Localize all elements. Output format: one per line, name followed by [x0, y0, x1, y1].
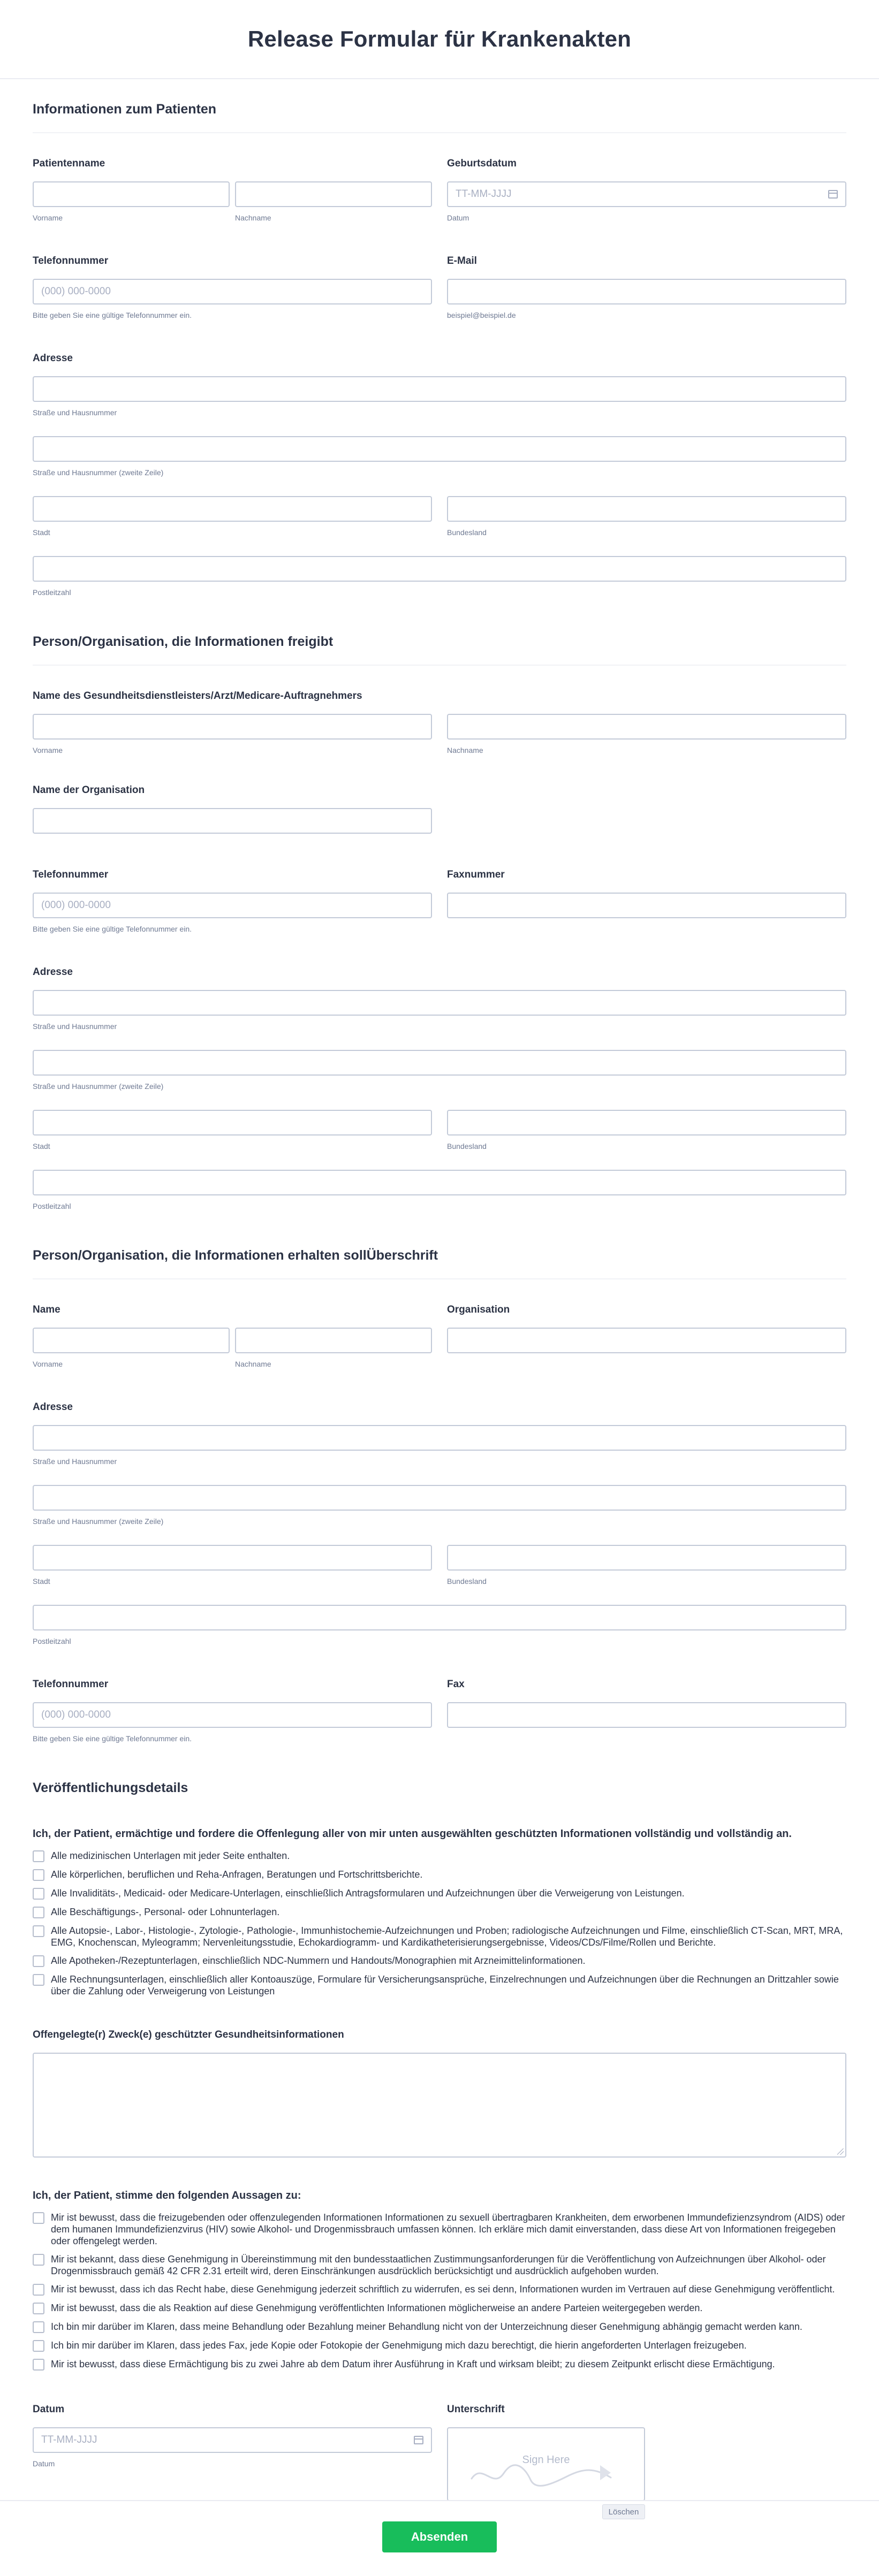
releaser-phone-field [33, 869, 432, 933]
releaser-zip-input[interactable] [33, 1170, 846, 1195]
patient-last-name-sublabel: Nachname [235, 214, 271, 222]
checkbox[interactable] [33, 2359, 44, 2371]
releaser-fax-label: Faxnummer [447, 869, 505, 880]
releaser-street-sublabel: Straße und Hausnummer [33, 1022, 117, 1031]
recipient-zip-sublabel: Postleitzahl [33, 1637, 71, 1645]
recipient-org-label: Organisation [447, 1304, 510, 1315]
recipient-address-label: Adresse [33, 1401, 73, 1413]
form-footer [0, 2500, 879, 2576]
releaser-last-name-sublabel: Nachname [447, 746, 483, 754]
releaser-first-name-sublabel: Vorname [33, 746, 63, 754]
release-option-label: Alle Invaliditäts-, Medicaid- oder Medicare-Unterlagen, einschließlich Antragsformularen und Aufzeichnungen über die Verweigerung von Leistungen. [51, 1888, 685, 1899]
statement-option[interactable] [33, 2283, 846, 2296]
recipient-first-name-input[interactable] [33, 1328, 230, 1353]
checkbox[interactable] [33, 2340, 44, 2352]
statement-label: Mir ist bewusst, dass die freizugebenden oder offenzulegenden Informationen Informationen zu sexuell übertragbaren Krankheiten, dem erworbenen Immundefizienzsyndrom (AIDS) oder dem humanen Immundefizienzvirus (HIV) sowie Alkohol- und Drogenmissbrauch umfassen können. Ich erkläre mich damit einverstanden, dass diese Art von Informationen freigegeben oder offengelegt werden. [51, 2212, 845, 2246]
statements-intro: Ich, der Patient, stimme den folgenden Aussagen zu: [33, 2190, 301, 2201]
recipient-city-input[interactable] [33, 1545, 432, 1571]
releaser-org-input[interactable] [33, 808, 432, 834]
release-option-label: Alle körperlichen, beruflichen und Reha-Anfragen, Beratungen und Fortschrittsberichte. [51, 1869, 423, 1880]
patient-first-name-sublabel: Vorname [33, 214, 63, 222]
purpose-field [33, 2029, 846, 2158]
submit-button[interactable]: Absenden [382, 2521, 497, 2552]
patient-email-input[interactable] [447, 279, 846, 304]
release-option-label: Alle Apotheken-/Rezeptunterlagen, einschließlich NDC-Nummern und Handouts/Monographien mit Arzneimittelinformationen. [51, 1955, 586, 1966]
releaser-phone-label: Telefonnummer [33, 869, 109, 880]
release-option[interactable] [33, 1869, 846, 1881]
releaser-zip-sublabel: Postleitzahl [33, 1202, 71, 1210]
releaser-provider-field [33, 690, 846, 754]
patient-dob-sublabel: Datum [447, 214, 469, 222]
date-placeholder: TT-MM-JJJJ [41, 2434, 97, 2445]
statement-label: Ich bin mir darüber im Klaren, dass meine Behandlung oder Bezahlung meiner Behandlung nicht von der Unterzeichnung dieser Genehmigung abhängig gemacht werden kann. [51, 2321, 802, 2332]
patient-city-input[interactable] [33, 496, 432, 522]
recipient-state-sublabel: Bundesland [447, 1577, 487, 1586]
release-option[interactable] [33, 1906, 846, 1918]
patient-last-name-input[interactable] [235, 181, 432, 207]
recipient-phone-placeholder: (000) 000-0000 [41, 1709, 111, 1720]
signature-pad[interactable] [447, 2427, 645, 2501]
release-option-label: Alle medizinischen Unterlagen mit jeder Seite enthalten. [51, 1850, 290, 1861]
form-title: Release Formular für Krankenakten [247, 26, 632, 51]
checkbox[interactable] [33, 1925, 44, 1937]
release-intro: Ich, der Patient, ermächtige und fordere die Offenlegung aller von mir unten ausgewählten geschützten Informationen vollständig und vollständig an. [33, 1828, 792, 1840]
patient-dob-field [447, 158, 846, 222]
recipient-fax-label: Fax [447, 1679, 465, 1690]
patient-address-label: Adresse [33, 353, 73, 364]
section-release-title: Veröffentlichungsdetails [33, 1780, 188, 1795]
patient-phone-label: Telefonnummer [33, 255, 109, 266]
recipient-street2-input[interactable] [33, 1485, 846, 1511]
date-sublabel: Datum [33, 2459, 55, 2468]
patient-phone-sublabel: Bitte geben Sie eine gültige Telefonnummer ein. [33, 311, 192, 319]
recipient-address-field [33, 1401, 846, 1645]
releaser-phone-sublabel: Bitte geben Sie eine gültige Telefonnummer ein. [33, 925, 192, 933]
clear-signature-button[interactable]: Löschen [602, 2504, 645, 2519]
recipient-first-name-sublabel: Vorname [33, 1360, 63, 1368]
statement-option[interactable] [33, 2358, 846, 2371]
recipient-street-input[interactable] [33, 1425, 846, 1451]
patient-email-field [447, 255, 846, 319]
statement-option[interactable] [33, 2339, 846, 2352]
releaser-street2-input[interactable] [33, 1050, 846, 1076]
checkbox[interactable] [33, 1955, 44, 1967]
releaser-phone-placeholder: (000) 000-0000 [41, 900, 111, 911]
checkbox[interactable] [33, 1850, 44, 1862]
release-form [33, 102, 846, 2521]
release-option[interactable] [33, 1925, 846, 1948]
recipient-phone-field [33, 1679, 432, 1743]
statement-label: Mir ist bewusst, dass die als Reaktion auf diese Genehmigung veröffentlichten Informationen möglicherweise an andere Parteien weitergegeben werden. [51, 2303, 703, 2313]
releaser-city-sublabel: Stadt [33, 1142, 50, 1150]
patient-street-input[interactable] [33, 376, 846, 402]
release-option[interactable] [33, 1850, 846, 1862]
statement-option[interactable] [33, 2321, 846, 2333]
recipient-name-label: Name [33, 1304, 60, 1315]
releaser-city-input[interactable] [33, 1110, 432, 1135]
release-option-label: Alle Autopsie-, Labor-, Histologie-, Zytologie-, Pathologie-, Immunhistochemie-Aufzeichnungen und Proben; radiologische Aufzeichnungen und Filme, einschließlich CT-Scan, MRT, MRA, EMG, Knochenscan, Myleogramm; Nervenleitungsstudie, Echokardiogramm- und Kardikatheterisierungsergebnisse, Videos/CDs/Filme/Rollen und Berichte. [51, 1925, 843, 1948]
release-option-label: Alle Beschäftigungs-, Personal- oder Lohnunterlagen. [51, 1907, 280, 1917]
recipient-phone-sublabel: Bitte geben Sie eine gültige Telefonnummer ein. [33, 1734, 192, 1743]
patient-zip-sublabel: Postleitzahl [33, 588, 71, 597]
patient-state-input[interactable] [447, 496, 846, 522]
recipient-street2-sublabel: Straße und Hausnummer (zweite Zeile) [33, 1517, 164, 1526]
releaser-org-field [33, 784, 432, 834]
patient-name-label: Patientenname [33, 158, 105, 169]
checkbox[interactable] [33, 2212, 44, 2224]
patient-state-sublabel: Bundesland [447, 528, 487, 537]
recipient-fax-field [447, 1679, 846, 1743]
statement-label: Ich bin mir darüber im Klaren, dass jedes Fax, jede Kopie oder Fotokopie der Genehmigung mich dazu berechtigt, die hierin angeforderten Unterlagen freizugeben. [51, 2340, 747, 2351]
release-option[interactable] [33, 1973, 846, 1997]
patient-email-sublabel: beispiel@beispiel.de [447, 311, 516, 319]
statements-list [33, 2212, 846, 2371]
releaser-org-label: Name der Organisation [33, 784, 145, 796]
statement-option[interactable] [33, 2212, 846, 2247]
checkbox[interactable] [33, 2303, 44, 2314]
recipient-last-name-sublabel: Nachname [235, 1360, 271, 1368]
recipient-phone-input[interactable] [33, 1702, 432, 1728]
form-header [0, 0, 879, 79]
releaser-first-name-input[interactable] [33, 714, 432, 740]
recipient-city-sublabel: Stadt [33, 1577, 50, 1586]
releaser-street2-sublabel: Straße und Hausnummer (zweite Zeile) [33, 1082, 164, 1091]
statement-option[interactable] [33, 2253, 846, 2277]
release-option[interactable] [33, 1887, 846, 1900]
patient-name-field [33, 158, 432, 222]
checkbox[interactable] [33, 1974, 44, 1986]
checkbox[interactable] [33, 2254, 44, 2266]
section-recipient-title: Person/Organisation, die Informationen erhalten sollÜberschrift [33, 1248, 846, 1279]
recipient-state-input[interactable] [447, 1545, 846, 1571]
releaser-state-input[interactable] [447, 1110, 846, 1135]
patient-phone-input[interactable] [33, 279, 432, 304]
patient-zip-input[interactable] [33, 556, 846, 582]
date-label: Datum [33, 2404, 65, 2415]
releaser-fax-input[interactable] [447, 893, 846, 918]
recipient-street-sublabel: Straße und Hausnummer [33, 1457, 117, 1466]
patient-dob-placeholder: TT-MM-JJJJ [456, 188, 512, 200]
patient-email-label: E-Mail [447, 255, 477, 266]
patient-street2-sublabel: Straße und Hausnummer (zweite Zeile) [33, 468, 164, 477]
patient-street2-input[interactable] [33, 436, 846, 462]
releaser-phone-input[interactable] [33, 893, 432, 918]
calendar-icon[interactable] [828, 190, 838, 199]
checkbox[interactable] [33, 2321, 44, 2333]
releaser-last-name-input[interactable] [447, 714, 846, 740]
signature-label: Unterschrift [447, 2404, 505, 2415]
signature-placeholder: Sign Here [522, 2453, 570, 2466]
purpose-textarea[interactable] [33, 2053, 846, 2158]
recipient-org-input[interactable] [447, 1328, 846, 1353]
statement-option[interactable] [33, 2302, 846, 2314]
recipient-org-field [447, 1304, 846, 1368]
patient-street-sublabel: Straße und Hausnummer [33, 408, 117, 417]
releaser-provider-label: Name des Gesundheitsdienstleisters/Arzt/Medicare-Auftragnehmers [33, 690, 362, 702]
purpose-label: Offengelegte(r) Zweck(e) geschützter Gesundheitsinformationen [33, 2029, 344, 2040]
patient-city-sublabel: Stadt [33, 528, 50, 537]
releaser-address-label: Adresse [33, 966, 73, 978]
statement-label: Mir ist bewusst, dass ich das Recht habe, diese Genehmigung jederzeit schriftlich zu widerrufen, es sei denn, Informationen wurden im Vertrauen auf diese Genehmigung veröffentlicht. [51, 2284, 835, 2295]
recipient-name-field [33, 1304, 432, 1368]
releaser-address-field [33, 966, 846, 1210]
recipient-fax-input[interactable] [447, 1702, 846, 1728]
date-input[interactable] [33, 2427, 432, 2453]
patient-phone-placeholder: (000) 000-0000 [41, 286, 111, 297]
release-option[interactable] [33, 1955, 846, 1967]
section-patient-title: Informationen zum Patienten [33, 102, 846, 133]
releaser-state-sublabel: Bundesland [447, 1142, 487, 1150]
calendar-icon[interactable] [414, 2436, 423, 2444]
recipient-zip-input[interactable] [33, 1605, 846, 1630]
statement-label: Mir ist bewusst, dass diese Ermächtigung bis zu zwei Jahre ab dem Datum ihrer Ausführung in Kraft und wirksam bleibt; zu diesem Zeitpunkt erlischt diese Ermächtigung. [51, 2359, 775, 2369]
patient-first-name-input[interactable] [33, 181, 230, 207]
checkbox[interactable] [33, 2284, 44, 2296]
checkbox[interactable] [33, 1869, 44, 1881]
recipient-phone-label: Telefonnummer [33, 1679, 109, 1690]
section-releaser-title: Person/Organisation, die Informationen freigibt [33, 634, 846, 666]
patient-phone-field [33, 255, 432, 319]
patient-dob-input[interactable] [447, 181, 846, 207]
patient-address-field [33, 353, 846, 597]
release-option-label: Alle Rechnungsunterlagen, einschließlich aller Kontoauszüge, Formulare für Versicherungsansprüche, Einzelrechnungen und Aufzeichnungen über die Rechnungen an Drittzahler sowie über die Zahlung oder Verweigerung von Leistungen [51, 1974, 839, 1996]
patient-dob-label: Geburtsdatum [447, 158, 517, 169]
statement-label: Mir ist bekannt, dass diese Genehmigung in Übereinstimmung mit den bundesstaatlichen Zustimmungsanforderungen für die Veröffentlichung von Aufzeichnungen über Alkohol- oder Drogenmissbrauch gemäß 42 CFR 2.31 erteilt wird, deren Einschränkungen ausdrücklich berücksichtigt und ausdrücklich aufgehoben wurden. [51, 2254, 826, 2276]
checkbox[interactable] [33, 1888, 44, 1900]
release-options-list [33, 1850, 846, 1997]
releaser-street-input[interactable] [33, 990, 846, 1016]
checkbox[interactable] [33, 1907, 44, 1918]
recipient-last-name-input[interactable] [235, 1328, 432, 1353]
releaser-fax-field [447, 869, 846, 933]
resize-handle-icon[interactable] [837, 2148, 844, 2155]
